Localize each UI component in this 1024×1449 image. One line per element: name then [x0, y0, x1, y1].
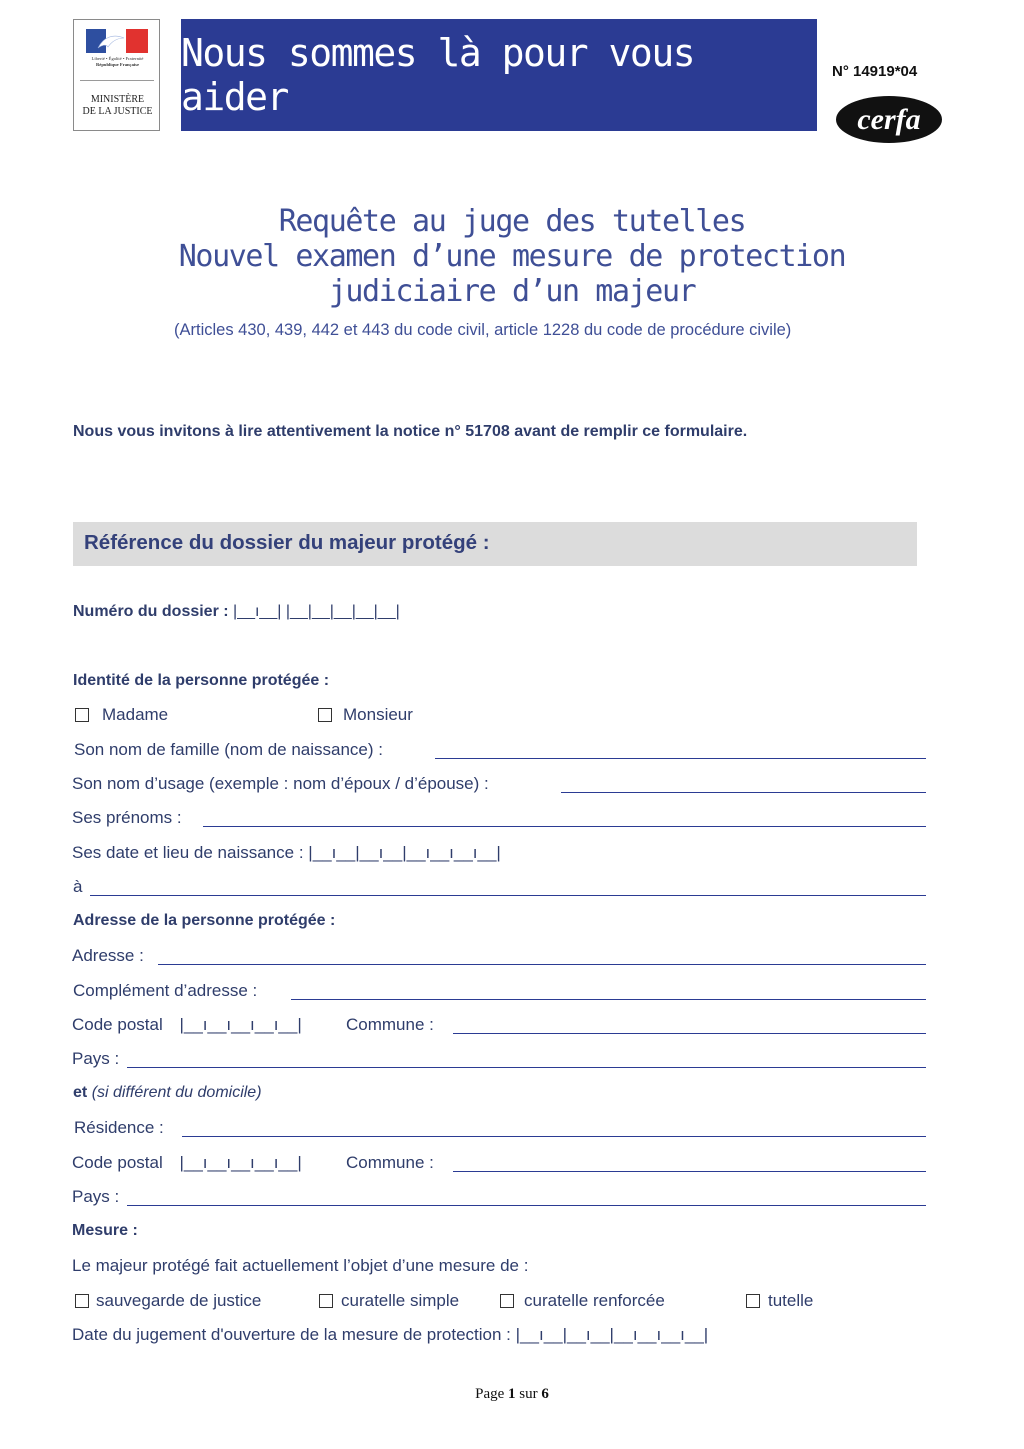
- country-label: Pays :: [72, 1049, 120, 1068]
- logo-ministry-name: MINISTÈRE DE LA JUSTICE: [82, 94, 153, 117]
- postal-code-2-mask: |__ı__ı__ı__ı__|: [179, 1153, 302, 1172]
- address-complement-field[interactable]: [291, 999, 926, 1000]
- curatelle-simple-label: curatelle simple: [341, 1291, 460, 1310]
- monsieur-checkbox[interactable]: [318, 708, 332, 722]
- header-banner: [181, 19, 817, 131]
- address-label: Adresse :: [72, 946, 144, 965]
- measure-heading: Mesure :: [72, 1222, 138, 1239]
- curatelle-simple-checkbox[interactable]: [319, 1294, 333, 1308]
- residence-field[interactable]: [182, 1136, 926, 1137]
- residence-label: Résidence :: [74, 1118, 164, 1137]
- postal-code-mask: |__ı__ı__ı__ı__|: [179, 1015, 302, 1034]
- address-complement-label: Complément d’adresse :: [73, 981, 258, 1000]
- dossier-number-field[interactable]: Numéro du dossier : |__ı__| |__|__|__|__|__|: [73, 603, 400, 620]
- page-number: Page 1 sur 6: [475, 1386, 549, 1402]
- commune-label: Commune :: [346, 1015, 434, 1034]
- sauvegarde-label: sauvegarde de justice: [96, 1291, 262, 1310]
- form-subtitle: (Articles 430, 439, 442 et 443 du code civil, article 1228 du code de procédure civile): [174, 321, 792, 339]
- judgment-date-mask: |__ı__|__ı__|__ı__ı__ı__|: [515, 1325, 709, 1344]
- birth-date-place-label: Ses date et lieu de naissance : |__ı__|__ı__|__ı__ı__ı__|: [72, 843, 501, 862]
- birth-date-mask: |__ı__|__ı__|__ı__ı__ı__|: [308, 843, 501, 862]
- sauvegarde-checkbox[interactable]: [75, 1294, 89, 1308]
- measure-intro: Le majeur protégé fait actuellement l’objet d’une mesure de :: [72, 1256, 529, 1275]
- identity-heading: Identité de la personne protégée :: [73, 672, 330, 689]
- usage-name-field[interactable]: [561, 792, 926, 793]
- monsieur-label: Monsieur: [343, 705, 413, 724]
- postal-code-label: Code postal |__ı__ı__ı__ı__|: [72, 1015, 302, 1034]
- banner-text: Nous sommes là pour vous aider: [181, 31, 695, 119]
- country-2-label: Pays :: [72, 1187, 120, 1206]
- commune-2-field[interactable]: [453, 1171, 926, 1172]
- first-names-label: Ses prénoms :: [72, 808, 182, 827]
- tutelle-label: tutelle: [768, 1291, 814, 1310]
- birth-name-field[interactable]: [435, 758, 926, 759]
- address-heading: Adresse de la personne protégée :: [73, 912, 336, 929]
- birth-place-label: à: [73, 877, 83, 896]
- marianne-flag-icon: [86, 29, 148, 53]
- country-2-field[interactable]: [127, 1205, 926, 1206]
- judgment-date-label: Date du jugement d'ouverture de la mesure de protection : |__ı__|__ı__|__ı__ı__ı__|: [72, 1325, 709, 1344]
- curatelle-renforcee-checkbox[interactable]: [500, 1294, 514, 1308]
- madame-label: Madame: [102, 705, 169, 724]
- birth-place-field[interactable]: [90, 895, 926, 896]
- usage-name-label: Son nom d’usage (exemple : nom d’époux / d’épouse) :: [72, 774, 489, 793]
- tutelle-checkbox[interactable]: [746, 1294, 760, 1308]
- country-field[interactable]: [127, 1067, 926, 1068]
- address-field[interactable]: [158, 964, 926, 965]
- cerfa-logo: cerfa: [836, 96, 942, 143]
- commune-field[interactable]: [453, 1033, 926, 1034]
- curatelle-renforcee-label: curatelle renforcée: [524, 1291, 665, 1310]
- madame-checkbox[interactable]: [75, 708, 89, 722]
- if-different-note: et (si différent du domicile): [73, 1084, 262, 1101]
- section-title: Référence du dossier du majeur protégé :: [84, 531, 490, 554]
- ministry-logo: [73, 19, 160, 131]
- logo-devise: Liberté • Égalité • Fraternité République Française: [91, 56, 144, 67]
- commune-2-label: Commune :: [346, 1153, 434, 1172]
- notice-text: Nous vous invitons à lire attentivement la notice n° 51708 avant de remplir ce formulaire.: [73, 423, 748, 440]
- first-names-field[interactable]: [203, 826, 926, 827]
- cerfa-number: N° 14919*04: [832, 63, 918, 80]
- postal-code-2-label: Code postal |__ı__ı__ı__ı__|: [72, 1153, 302, 1172]
- form-title: Requête au juge des tutelles Nouvel examen d’une mesure de protection judiciaire d’un majeur: [178, 204, 846, 309]
- birth-name-label: Son nom de famille (nom de naissance) :: [74, 740, 383, 759]
